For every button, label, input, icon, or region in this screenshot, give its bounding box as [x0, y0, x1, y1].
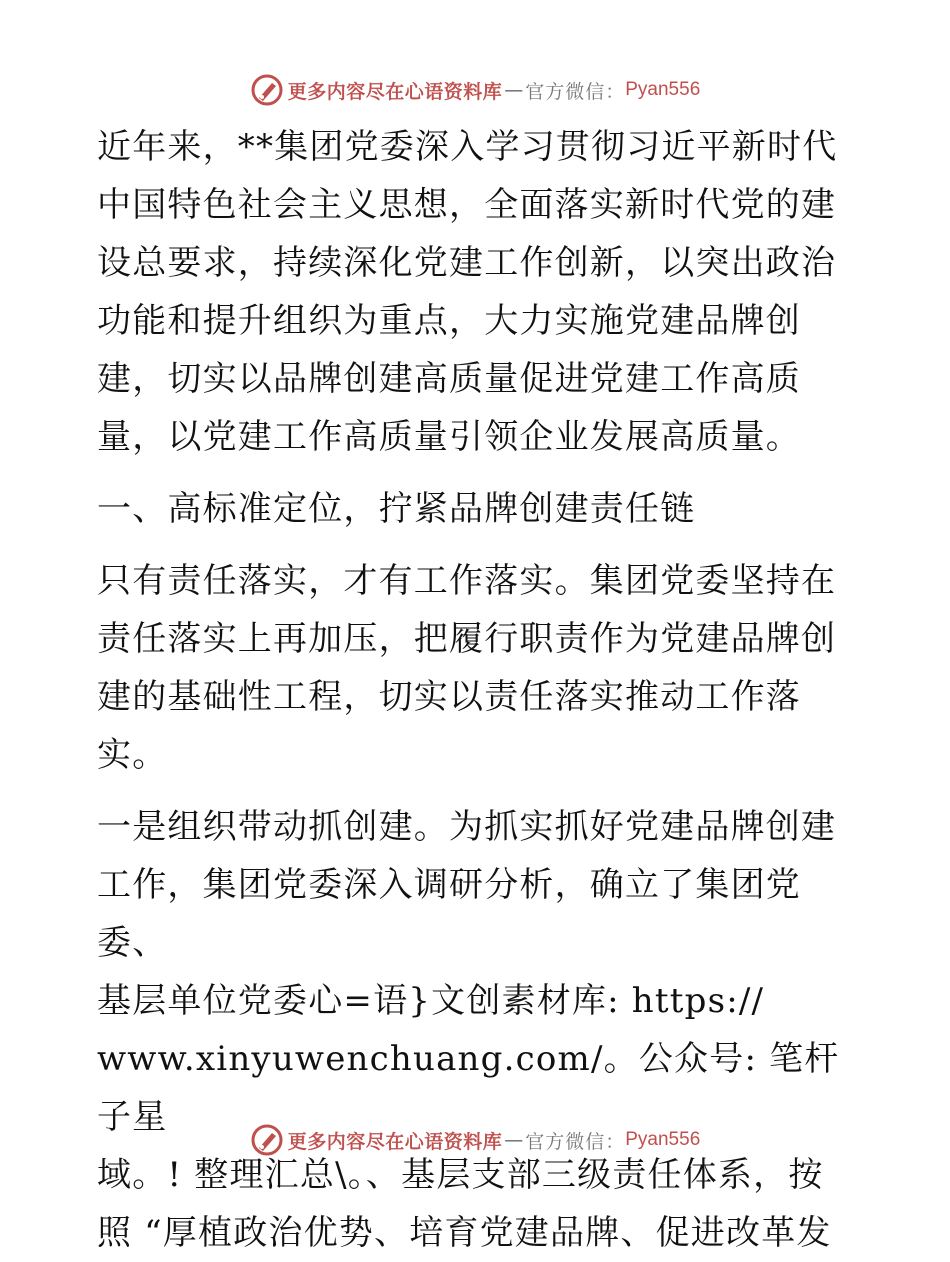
- section-1-paragraph: 只有责任落实，才有工作落实。集团党委坚持在责任落实上再加压，把履行职责作为党建品牌创建的基础性工程，切实以责任落实推动工作落实。: [97, 561, 837, 775]
- footer-dash: —: [504, 1129, 524, 1151]
- header-dash: —: [504, 79, 524, 101]
- subparagraph-line: www.xinyuwenchuang.com/。公众号: 笔杆子星: [97, 1039, 840, 1137]
- pen-logo-icon: [250, 73, 284, 107]
- intro-paragraph: 近年来，**集团党委深入学习贯彻习近平新时代中国特色社会主义思想，全面落实新时代党的建设总要求，持续深化党建工作创新，以突出政治功能和提升组织为重点，大力实施党建品牌创建，切实以品牌创建高质量促进党建工作高质量，以党建工作高质量引领企业发展高质量。: [97, 127, 838, 457]
- header-promo-text: 更多内容尽在心语资料库: [287, 80, 503, 103]
- section-heading-1: 一、高标准定位，拧紧品牌创建责任链: [97, 489, 696, 529]
- subparagraph-line: 工作，集团党委深入调研分析，确立了集团党委、: [97, 865, 801, 963]
- footer-watermark-banner: [0, 1120, 950, 1160]
- subparagraph-line: 一是组织带动抓创建。为抓实抓好党建品牌创建: [97, 807, 837, 847]
- header-wechat-id: Pyan556: [625, 79, 701, 100]
- footer-promo-text: 更多内容尽在心语资料库: [287, 1130, 503, 1153]
- subparagraph-line: 域。! 整理汇总\。、基层支部三级责任体系，按: [97, 1155, 824, 1195]
- subparagraph-line: 基层单位党委心=语}文创素材库: https://: [97, 981, 765, 1021]
- section-1-subparagraph: [97, 798, 857, 1262]
- subparagraph-line: 照 “厚植政治优势、培育党建品牌、促进改革发: [97, 1213, 832, 1253]
- footer-wechat-id: Pyan556: [625, 1129, 701, 1150]
- footer-wechat-label: 官方微信：: [525, 1130, 626, 1153]
- document-body: [97, 118, 857, 1262]
- pen-logo-icon: [250, 1123, 284, 1157]
- header-watermark-banner: [0, 70, 950, 110]
- header-wechat-label: 官方微信：: [525, 80, 626, 103]
